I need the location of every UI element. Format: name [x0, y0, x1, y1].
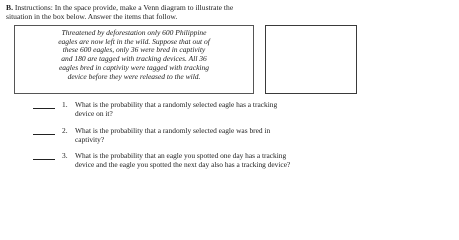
- scenario-line: Threatened by deforestation only 600 Philippine: [61, 28, 207, 37]
- scenario-line: eagles are now left in the wild. Suppose that out of: [58, 36, 210, 46]
- question-line: device on it?: [75, 108, 113, 118]
- question-line: What is the probability that a randomly selected eagle has a tracking: [75, 100, 278, 109]
- answer-blank-2[interactable]: [33, 134, 55, 135]
- answer-blank-3[interactable]: [33, 159, 55, 160]
- question-line: captivity?: [75, 134, 105, 144]
- question-number: 1.: [62, 100, 68, 109]
- instructions-line-2: situation in the box below. Answer the items that follow.: [6, 12, 178, 22]
- instructions-line-1: [6, 3, 446, 12]
- question-line: What is the probability that an eagle you spotted one day has a tracking: [75, 151, 287, 160]
- answer-blank-1[interactable]: [33, 108, 55, 109]
- question-text: [75, 152, 427, 169]
- venn-diagram-area[interactable]: [265, 25, 357, 94]
- section-letter: B.: [6, 3, 13, 12]
- question-number: 3.: [62, 151, 68, 160]
- question-number: 2.: [62, 126, 68, 135]
- question-line: device and the eagle you spotted the next day also has a tracking device?: [75, 159, 291, 169]
- scenario-line: device before they were released to the wild.: [67, 71, 201, 81]
- instructions: [6, 3, 446, 21]
- question-text: [75, 101, 427, 118]
- scenario-line: and 180 are tagged with tracking devices. All 36: [61, 54, 207, 64]
- instructions-text-1: Instructions: In the space provide, make a Venn diagram to illustrate the: [14, 3, 234, 12]
- scenario-line: eagles bred in captivity were tagged with tracking: [58, 62, 210, 72]
- scenario-box: [14, 25, 254, 94]
- question-line: What is the probability that a randomly selected eagle was bred in: [75, 126, 271, 135]
- scenario-line: these 600 eagles, only 36 were bred in captivity: [62, 45, 206, 55]
- question-text: [75, 127, 427, 144]
